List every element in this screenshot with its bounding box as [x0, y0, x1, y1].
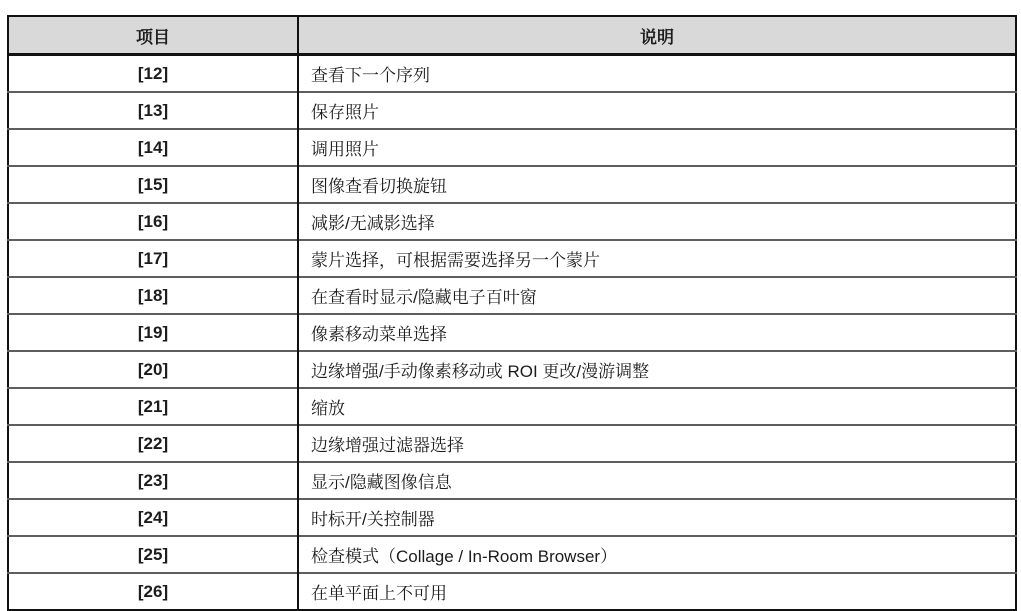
- item-description: 缩放: [298, 388, 1016, 425]
- table-row: [8, 92, 1016, 129]
- table-row: [8, 129, 1016, 166]
- item-number: [17]: [8, 240, 298, 277]
- item-description: 检查模式（Collage / In-Room Browser）: [298, 536, 1016, 573]
- item-number: [19]: [8, 314, 298, 351]
- column-header-description: 说明: [298, 16, 1016, 55]
- table-row: [8, 240, 1016, 277]
- item-description: 保存照片: [298, 92, 1016, 129]
- item-description: 减影/无减影选择: [298, 203, 1016, 240]
- item-description: 查看下一个序列: [298, 55, 1016, 93]
- table-row: [8, 425, 1016, 462]
- table-row: [8, 573, 1016, 610]
- item-description: 蒙片选择，可根据需要选择另一个蒙片: [298, 240, 1016, 277]
- item-number: [22]: [8, 425, 298, 462]
- item-number: [12]: [8, 55, 298, 93]
- item-number: [15]: [8, 166, 298, 203]
- item-number: [20]: [8, 351, 298, 388]
- item-number: [13]: [8, 92, 298, 129]
- table-row: [8, 536, 1016, 573]
- table-row: [8, 314, 1016, 351]
- item-number: [21]: [8, 388, 298, 425]
- item-description: 边缘增强过滤器选择: [298, 425, 1016, 462]
- table-row: [8, 166, 1016, 203]
- table-row: [8, 55, 1016, 93]
- item-number: [25]: [8, 536, 298, 573]
- item-number: [18]: [8, 277, 298, 314]
- table-row: [8, 499, 1016, 536]
- item-description: 时标开/关控制器: [298, 499, 1016, 536]
- item-number: [23]: [8, 462, 298, 499]
- item-number: [16]: [8, 203, 298, 240]
- table-header-row: [8, 16, 1016, 55]
- item-description: 显示/隐藏图像信息: [298, 462, 1016, 499]
- item-description: 在单平面上不可用: [298, 573, 1016, 610]
- table-row: [8, 277, 1016, 314]
- item-description: 调用照片: [298, 129, 1016, 166]
- item-number: [26]: [8, 573, 298, 610]
- item-description: 在查看时显示/隐藏电子百叶窗: [298, 277, 1016, 314]
- item-number: [14]: [8, 129, 298, 166]
- column-header-item: 项目: [8, 16, 298, 55]
- item-description: 像素移动菜单选择: [298, 314, 1016, 351]
- table-row: [8, 388, 1016, 425]
- table-row: [8, 203, 1016, 240]
- item-number: [24]: [8, 499, 298, 536]
- items-description-table: [7, 15, 1017, 611]
- item-description: 边缘增强/手动像素移动或 ROI 更改/漫游调整: [298, 351, 1016, 388]
- item-description: 图像查看切换旋钮: [298, 166, 1016, 203]
- table-row: [8, 351, 1016, 388]
- table-row: [8, 462, 1016, 499]
